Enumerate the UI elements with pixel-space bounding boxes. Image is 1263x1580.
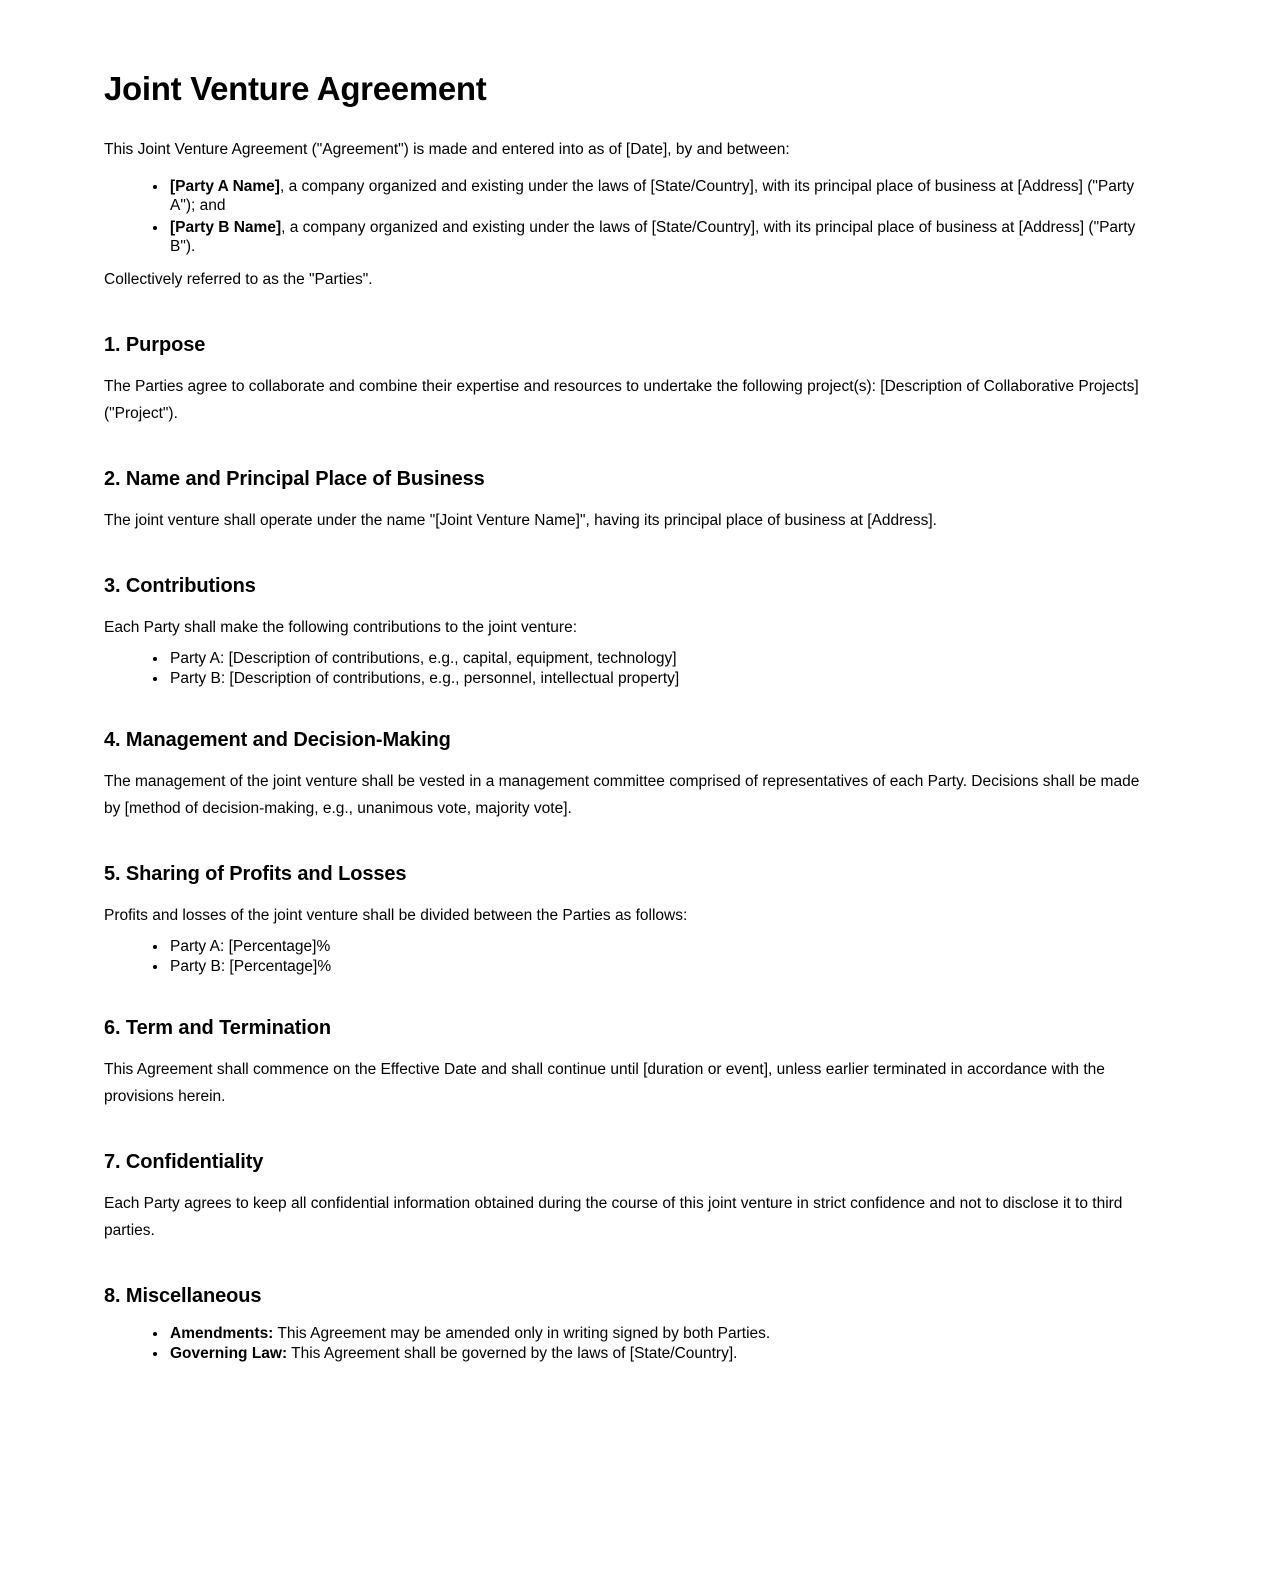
- section-heading-2: 2. Name and Principal Place of Business: [104, 467, 485, 490]
- section-heading-4: 4. Management and Decision-Making: [104, 728, 451, 751]
- miscellaneous-list: [104, 1324, 1150, 1363]
- profit-sharing-list: [104, 937, 1150, 976]
- intro-paragraph: This Joint Venture Agreement ("Agreement") is made and entered into as of [Date], by and between:: [104, 140, 790, 158]
- list-item: • Party A: [Percentage]%: [168, 937, 1150, 956]
- list-item: • Party A: [Description of contributions, e.g., capital, equipment, technology]: [168, 649, 1150, 668]
- governing-law-label: Governing Law:: [170, 1344, 288, 1362]
- list-item: [168, 177, 1150, 215]
- party-b-name: [Party B Name]: [170, 218, 282, 236]
- parties-list: [104, 177, 1150, 256]
- list-item: [168, 1344, 1150, 1363]
- section-paragraph-2: The joint venture shall operate under the name "[Joint Venture Name]", having its principal place of business at [Address].: [104, 511, 937, 529]
- section-heading-7: 7. Confidentiality: [104, 1150, 264, 1173]
- section-paragraph-5: Profits and losses of the joint venture shall be divided between the Parties as follows:: [104, 906, 688, 924]
- collectively-paragraph: Collectively referred to as the "Parties".: [104, 270, 373, 288]
- party-a-description: , a company organized and existing under the laws of [State/Country], with its principal place of business at [Address] ("Party A"); and: [170, 177, 1135, 214]
- amendments-text: This Agreement may be amended only in writing signed by both Parties.: [273, 1324, 771, 1342]
- contributions-list: [104, 649, 1150, 688]
- section-paragraph-3: Each Party shall make the following contributions to the joint venture:: [104, 618, 578, 636]
- amendments-label: Amendments:: [170, 1324, 274, 1342]
- section-paragraph-1: The Parties agree to collaborate and combine their expertise and resources to undertake the following project(s): [Description of Collaborative Projects] ("Project").: [104, 377, 1139, 422]
- party-a-name: [Party A Name]: [170, 177, 280, 195]
- section-heading-6: 6. Term and Termination: [104, 1016, 331, 1039]
- section-paragraph-7: Each Party agrees to keep all confidential information obtained during the course of this joint venture in strict confidence and not to disclose it to third parties.: [104, 1194, 1123, 1239]
- list-item: [168, 1324, 1150, 1343]
- party-b-description: , a company organized and existing under the laws of [State/Country], with its principal place of business at [Address] ("Party B").: [170, 218, 1136, 255]
- governing-law-text: This Agreement shall be governed by the laws of [State/Country].: [287, 1344, 738, 1362]
- list-item: • Party B: [Percentage]%: [168, 957, 1150, 976]
- section-paragraph-4: The management of the joint venture shall be vested in a management committee comprised of representatives of each Party. Decisions shall be made by [method of decision-making, e.g., unanimous vote, majority vote].: [104, 772, 1140, 817]
- section-heading-3: 3. Contributions: [104, 574, 256, 597]
- page-title: Joint Venture Agreement: [104, 70, 487, 107]
- section-paragraph-6: This Agreement shall commence on the Effective Date and shall continue until [duration or event], unless earlier terminated in accordance with the provisions herein.: [104, 1060, 1105, 1105]
- list-item: [168, 218, 1150, 256]
- section-heading-5: 5. Sharing of Profits and Losses: [104, 862, 407, 885]
- section-heading-8: 8. Miscellaneous: [104, 1284, 262, 1307]
- section-heading-1: 1. Purpose: [104, 333, 206, 356]
- list-item: • Party B: [Description of contributions, e.g., personnel, intellectual property]: [168, 669, 1150, 688]
